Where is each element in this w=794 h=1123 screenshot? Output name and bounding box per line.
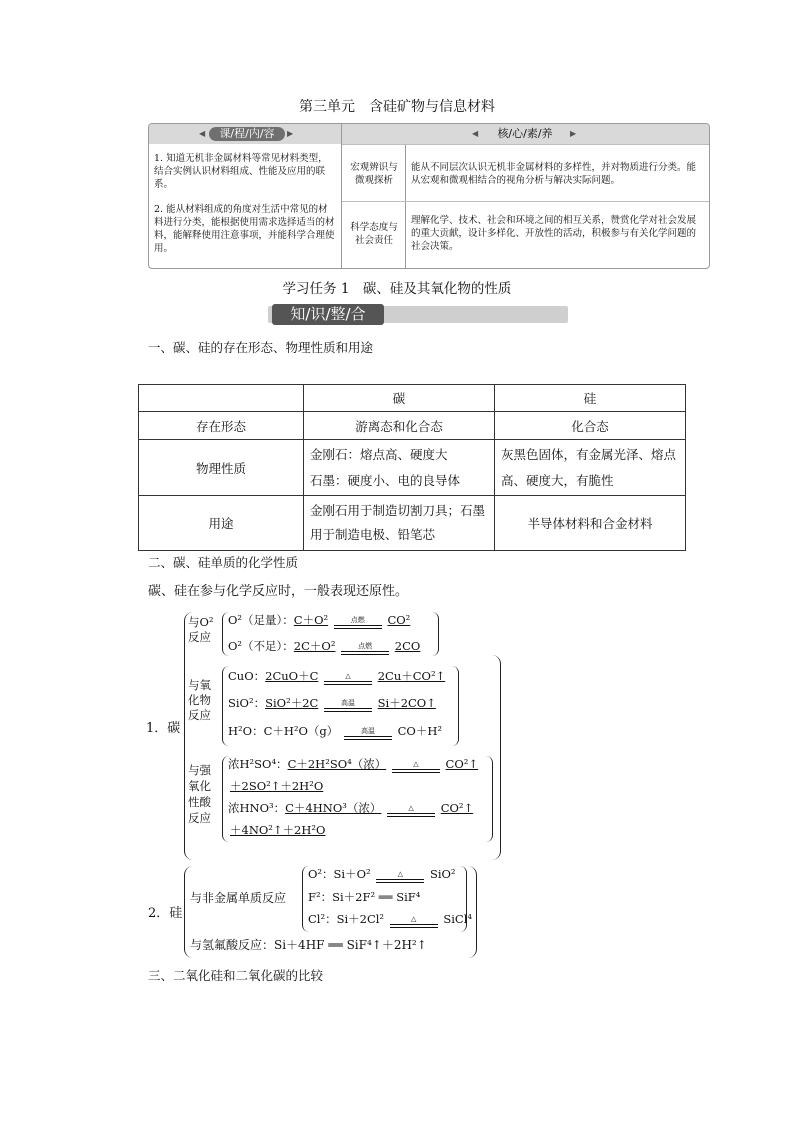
brace <box>432 612 439 656</box>
divider <box>341 124 342 268</box>
equation-line: O²（足量）：C＋O² 点燃 CO² <box>228 613 411 627</box>
table-cell: 金刚石用于制造切割刀具；石墨用于制造电极、铅笔芯 <box>304 496 495 551</box>
task-title: 学习任务 1 碳、硅及其氧化物的性质 <box>282 281 512 297</box>
condition: 点燃 <box>339 642 391 650</box>
literacy-header-bar <box>342 124 709 144</box>
arrow-left-icon: ◀ <box>199 129 206 138</box>
condition: △ <box>322 672 374 680</box>
curriculum-box <box>148 123 710 269</box>
table-header-row <box>139 385 686 412</box>
table-cell <box>139 385 304 412</box>
equation-line: 浓H²SO⁴：C＋2H²SO⁴（浓） △ CO²↑ <box>228 757 479 771</box>
group-label: 与氧化物反应 <box>188 678 211 722</box>
property-table <box>138 384 686 551</box>
table-header-silicon: 硅 <box>495 385 686 412</box>
arrow-left-icon: ◀ <box>472 129 479 138</box>
equation-line: O²：Si＋O² △ SiO² <box>308 867 456 881</box>
table-cell: 物理性质 <box>139 440 304 496</box>
table-cell: 金刚石：熔点高、硬度大 石墨：硬度小、电的良导体 <box>304 440 495 496</box>
condition: 点燃 <box>332 616 384 624</box>
table-cell: 用途 <box>139 496 304 551</box>
carbon-label: 1．碳 <box>146 721 181 736</box>
equation-line: 与氢氟酸反应：Si＋4HF ══ SiF⁴↑＋2H²↑ <box>190 938 427 952</box>
divider <box>342 144 709 145</box>
equation-line: O²（不足）：2C＋O² 点燃 2CO <box>228 639 421 653</box>
brace <box>492 655 501 860</box>
condition: 高温 <box>342 727 394 735</box>
literacy-label-2: 科学态度与社会责任 <box>350 222 398 246</box>
table-cell: 半导体材料和合金材料 <box>495 496 686 551</box>
knowledge-banner <box>268 306 568 323</box>
table-cell: 存在形态 <box>139 412 304 440</box>
section-heading-2: 二、碳、硅单质的化学性质 <box>148 555 299 570</box>
table-row <box>139 412 686 440</box>
intro-text: 碳、硅在参与化学反应时，一般表现还原性。 <box>148 584 409 599</box>
equation-line: ＋2SO²↑＋2H²O <box>230 779 324 793</box>
section-heading-1: 一、碳、硅的存在形态、物理性质和用途 <box>148 340 374 355</box>
group-label: 与非金属单质反应 <box>190 891 287 905</box>
literacy-header: 核/心/素/养 <box>484 127 566 141</box>
table-cell: 游离态和化合态 <box>304 412 495 440</box>
equation-line: 浓HNO³：C＋4HNO³（浓） △ CO²↑ <box>228 801 474 815</box>
unit-title: 第三单元 含硅矿物与信息材料 <box>299 99 495 115</box>
table-row <box>139 496 686 551</box>
literacy-text-2: 理解化学、技术、社会和环境之间的相互关系，赞赏化学对社会发展的重大贡献，设计多样化、开放性的活动，积极参与有关化学问题的社会决策。 <box>411 215 697 252</box>
arrow-right-icon: ▶ <box>570 129 577 138</box>
curriculum-header: 课/程/内/容 <box>209 127 285 141</box>
equation-line: H²O：C＋H²O（g） 高温 CO＋H² <box>228 724 442 738</box>
brace <box>486 756 493 842</box>
condition: △ <box>385 804 437 812</box>
condition: 高温 <box>322 699 374 707</box>
group-label: 与强氧化性酸反应 <box>188 763 211 825</box>
group-label: 与O²反应 <box>188 615 214 644</box>
table-cell: 灰黑色固体，有金属光泽、熔点高、硬度大，有脆性 <box>495 440 686 496</box>
banner-label: 知/识/整/合 <box>272 304 384 325</box>
divider <box>342 201 709 202</box>
section-heading-3: 三、二氧化硅和二氧化碳的比较 <box>148 968 324 983</box>
condition: △ <box>374 870 426 878</box>
equation-line: Cl²：Si＋2Cl² △ SiCl⁴ <box>308 912 473 926</box>
equation-line: SiO²：SiO²＋2C 高温 Si＋2CO↑ <box>228 696 436 710</box>
literacy-text-1: 能从不同层次认识无机非金属材料的多样性，并对物质进行分类。能从宏观和微观相结合的视角分析与解决实际问题。 <box>411 162 697 186</box>
silicon-label: 2．硅 <box>148 906 183 921</box>
curriculum-item-2: 2. 能从材料组成的角度对生活中常见的材料进行分类，能根据使用需求选择适当的材料，能解释使用注意事项，并能科学合理使用。 <box>154 204 335 254</box>
condition: △ <box>390 760 442 768</box>
brace <box>452 666 459 746</box>
curriculum-item-1: 1. 知道无机非金属材料等常见材料类型，结合实例认识材料组成、性能及应用的联系。 <box>154 153 328 190</box>
divider <box>405 144 406 268</box>
curriculum-header-bar <box>149 124 341 144</box>
table-header-carbon: 碳 <box>304 385 495 412</box>
condition: △ <box>388 915 440 923</box>
literacy-label-1: 宏观辨识与微观探析 <box>350 162 398 186</box>
table-cell: 化合态 <box>495 412 686 440</box>
table-row <box>139 440 686 496</box>
arrow-right-icon: ▶ <box>287 129 294 138</box>
equation-line: F²：Si＋2F² ══ SiF⁴ <box>308 890 421 904</box>
equation-line: CuO：2CuO＋C △ 2Cu＋CO²↑ <box>228 669 446 683</box>
equation-line: ＋4NO²↑＋2H²O <box>230 823 326 837</box>
